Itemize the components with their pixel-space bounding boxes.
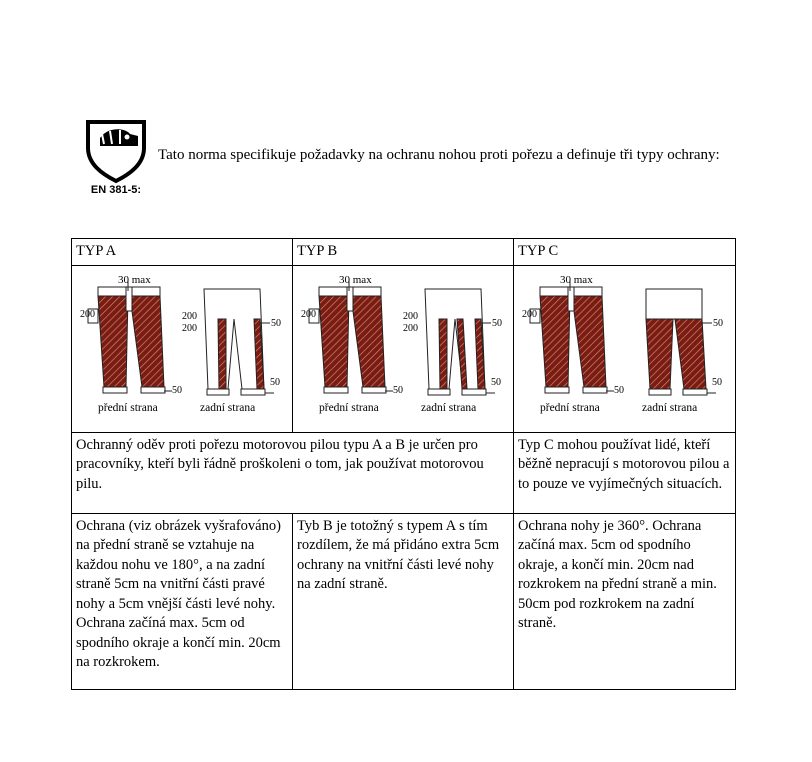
- front-trousers: [98, 287, 165, 393]
- chainsaw-shield-icon: [80, 118, 152, 184]
- back-cuff: [649, 389, 671, 395]
- detail-typ-c: Ochrana nohy je 360°. Ochrana začíná max. 5cm od spodního okraje, a končí min. 20cm nad rozkrokem na přední straně a min. 50cm pod rozkrokem na zadní straně.: [514, 513, 736, 689]
- dim-front-bottom-label: 50: [393, 384, 403, 396]
- diagram-row: [72, 265, 736, 432]
- description-typ-c: Typ C mohou používat lidé, kteří běžně nepracují s motorovou pilou a to pouze ve vyjímečných situacích.: [514, 432, 736, 513]
- diagram-typ-b: [293, 265, 514, 432]
- front-cuff: [141, 387, 165, 393]
- dim-front-bottom-label: 50: [172, 384, 182, 396]
- back-cuff: [462, 389, 486, 395]
- front-trousers: [319, 287, 386, 393]
- back-trousers: [646, 289, 707, 395]
- dim-back-upper-label: 200: [403, 310, 418, 322]
- dim-back-bottom-label: 50: [491, 376, 501, 388]
- front-leg-protection: [98, 296, 128, 387]
- back-seat: [646, 289, 702, 319]
- front-leg-protection: [351, 296, 385, 387]
- trousers-diagram: [76, 269, 297, 429]
- dim-back-bottom-label: 50: [712, 376, 722, 388]
- front-cuff: [103, 387, 127, 393]
- dim-back-bottom-label: 50: [270, 376, 280, 388]
- back-cuff: [683, 389, 707, 395]
- front-fly: [347, 287, 353, 311]
- intro-text: Tato norma specifikuje požadavky na ochranu nohou proti pořezu a definuje tři typy ochrany:: [158, 147, 720, 163]
- header-typ-c: TYP C: [514, 239, 736, 266]
- dim-front-bottom-label: 50: [614, 384, 624, 396]
- back-stripe-protection: [439, 319, 447, 389]
- detail-typ-a: Ochrana (viz obrázek vyšrafováno) na přední straně se vztahuje na každou nohu ve 180°, a na zadní straně 5cm na vnitřní části pravé nohy a 5cm vnější části levé nohy. Ochrana začíná max. 5cm od spodního okraje a končí min. 20cm na rozkrokem.: [72, 513, 293, 689]
- dim-back-lower-label: 200: [182, 322, 197, 334]
- dim-top-label: 30 max: [339, 273, 372, 286]
- en381-logo: [80, 118, 152, 198]
- back-trousers: [204, 289, 265, 395]
- back-caption: zadní strana: [200, 401, 256, 414]
- dim-front-left-label: 200: [80, 308, 95, 320]
- dim-front-left-label: 200: [301, 308, 316, 320]
- back-caption: zadní strana: [421, 401, 477, 414]
- detail-typ-b: Tyb B je totožný s typem A s tím rozdílem, že má přidáno extra 5cm ochrany na vnitřní části levé nohy na zadní straně.: [293, 513, 514, 689]
- front-cuff: [324, 387, 348, 393]
- back-cuff: [207, 389, 229, 395]
- diagram-typ-c: [514, 265, 736, 432]
- header-typ-a: TYP A: [72, 239, 293, 266]
- front-leg-protection: [319, 296, 349, 387]
- header-row: [72, 239, 736, 266]
- dim-top-label: 30 max: [118, 273, 151, 286]
- detail-row: [72, 513, 736, 689]
- back-trousers: [425, 289, 486, 395]
- dim-back-right-label: 50: [713, 317, 723, 329]
- back-caption: zadní strana: [642, 401, 698, 414]
- front-leg-protection: [540, 296, 570, 387]
- front-caption: přední strana: [319, 401, 379, 414]
- front-cuff: [362, 387, 386, 393]
- dim-back-right-label: 50: [271, 317, 281, 329]
- dim-back-upper-label: 200: [182, 310, 197, 322]
- diagram-typ-a: [72, 265, 293, 432]
- dim-back-lower-label: 200: [403, 322, 418, 334]
- front-cuff: [545, 387, 569, 393]
- header-typ-b: TYP B: [293, 239, 514, 266]
- protection-types-table: [71, 238, 736, 690]
- front-leg-protection: [572, 296, 606, 387]
- front-cuff: [583, 387, 607, 393]
- dim-back-right-label: 50: [492, 317, 502, 329]
- description-row: [72, 432, 736, 513]
- front-caption: přední strana: [540, 401, 600, 414]
- back-stripe-protection: [218, 319, 226, 389]
- dim-front-left-label: 200: [522, 308, 537, 320]
- back-cuff: [241, 389, 265, 395]
- back-cuff: [428, 389, 450, 395]
- front-caption: přední strana: [98, 401, 158, 414]
- front-trousers: [540, 287, 607, 393]
- trousers-diagram: [518, 269, 740, 429]
- front-fly: [568, 287, 574, 311]
- back-leg-protection: [675, 319, 706, 389]
- description-typ-a-b: Ochranný oděv proti pořezu motorovou pilou typu A a B je určen pro pracovníky, kteří byli řádně proškoleni o tom, jak používat motorovou pilu.: [72, 432, 514, 513]
- dim-top-label: 30 max: [560, 273, 593, 286]
- front-fly: [126, 287, 132, 311]
- logo-label: EN 381-5:: [90, 184, 142, 196]
- back-leg-protection: [646, 319, 673, 389]
- trousers-diagram: [297, 269, 518, 429]
- front-leg-protection: [130, 296, 164, 387]
